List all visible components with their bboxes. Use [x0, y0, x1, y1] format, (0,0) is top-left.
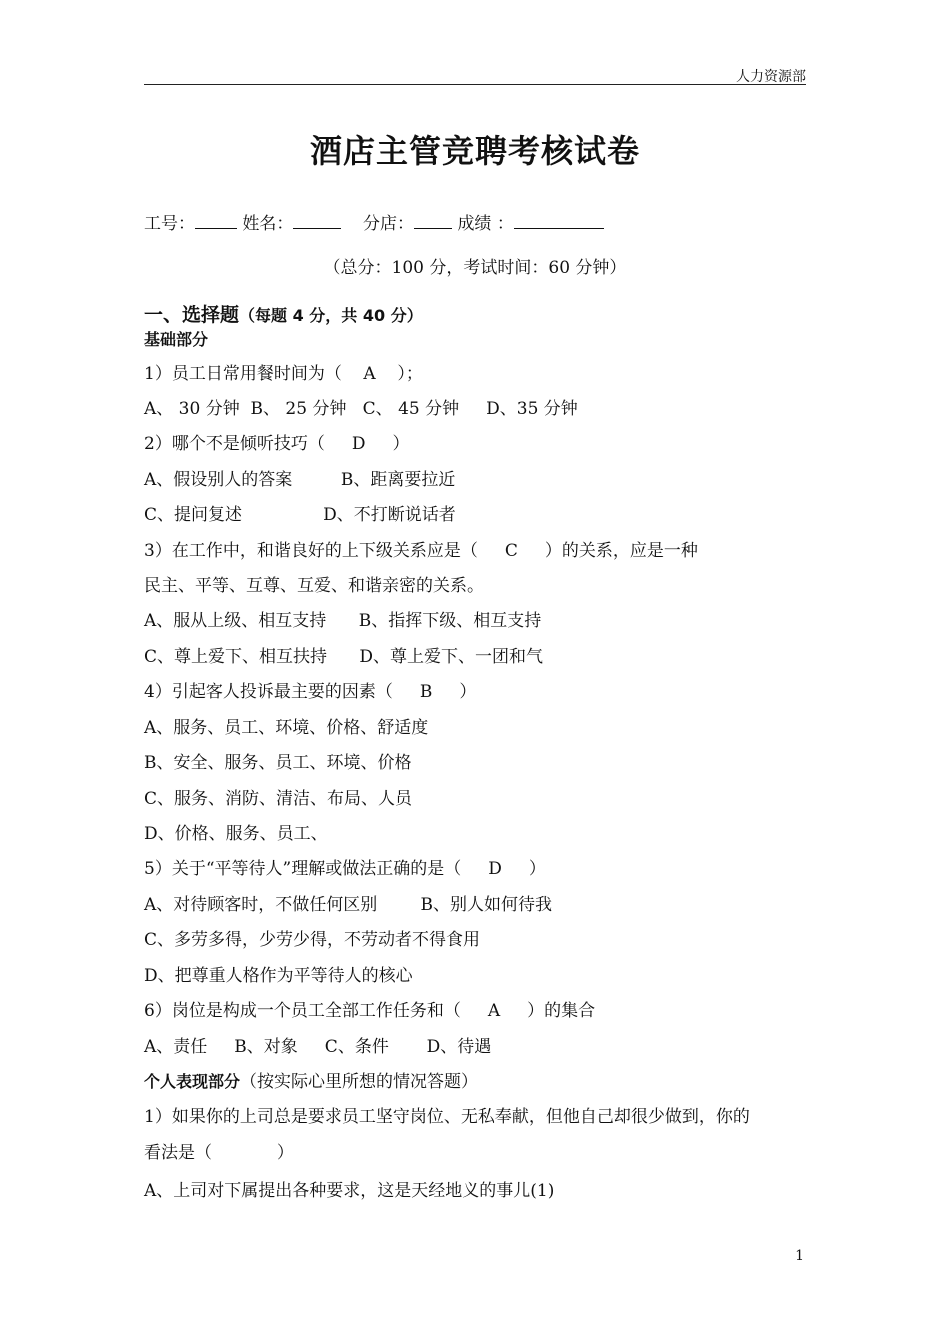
page-number: 1: [795, 1248, 804, 1264]
section1-heading-note: （每题 4 分，共 40 分）: [239, 306, 423, 325]
question-line: C、尊上爱下、相互扶持 D、尊上爱下、一团和气: [144, 647, 544, 667]
header-rule: [144, 84, 806, 85]
question-line: 2）哪个不是倾听技巧（ D ）: [144, 434, 410, 454]
question-line: D、把尊重人格作为平等待人的核心: [144, 966, 413, 986]
exam-note: （总分：100 分，考试时间：60 分钟）: [323, 258, 627, 278]
question-line: A、服务、员工、环境、价格、舒适度: [144, 718, 429, 738]
question-line: C、提问复述 D、不打断说话者: [144, 505, 456, 525]
employee-no-field[interactable]: [195, 210, 237, 229]
question-line: A、 30 分钟 B、 25 分钟 C、 45 分钟 D、35 分钟: [144, 399, 578, 419]
question-line: C、服务、消防、清洁、布局、人员: [144, 789, 413, 809]
personal-q1-option-a: A、上司对下属提出各种要求，这是天经地义的事儿(1): [144, 1181, 555, 1201]
name-label: 姓名：: [242, 214, 294, 234]
question-line: 3）在工作中，和谐良好的上下级关系应是（ C ）的关系，应是一种: [144, 541, 698, 561]
question-line: 5）关于“平等待人”理解或做法正确的是（ D ）: [144, 859, 546, 879]
question-line: 民主、平等、互尊、互爱、和谐亲密的关系。: [144, 576, 484, 596]
question-line: A、责任 B、对象 C、条件 D、待遇: [144, 1037, 492, 1057]
question-line: D、价格、服务、员工、: [144, 824, 328, 844]
employee-no-label: 工号：: [144, 214, 195, 234]
section1-heading: 一、选择题: [144, 304, 240, 326]
branch-label: 分店：: [363, 214, 415, 234]
question-line: 4）引起客人投诉最主要的因素（ B ）: [144, 682, 477, 702]
score-field[interactable]: [514, 210, 604, 229]
question-line: B、安全、服务、员工、环境、价格: [144, 753, 412, 773]
question-line: A、假设别人的答案 B、距离要拉近: [144, 470, 456, 490]
section1-heading-row: [144, 303, 423, 328]
name-field[interactable]: [293, 210, 341, 229]
basic-section-label: 基础部分: [144, 330, 209, 349]
question-line: A、对待顾客时，不做任何区别 B、别人如何待我: [144, 895, 552, 915]
question-line: C、多劳多得，少劳少得，不劳动者不得食用: [144, 930, 481, 950]
personal-q1-line2: 看法是（ ）: [144, 1143, 294, 1163]
personal-q1-line1: 1）如果你的上司总是要求员工坚守岗位、无私奉献，但他自己却很少做到，你的: [144, 1107, 750, 1127]
question-line: A、服从上级、相互支持 B、指挥下级、相互支持: [144, 611, 542, 631]
personal-section-note: （按实际心里所想的情况答题）: [240, 1072, 479, 1092]
score-label: 成绩 ：: [457, 214, 514, 234]
branch-field[interactable]: [414, 210, 452, 229]
info-row: [144, 210, 604, 236]
header-department: 人力资源部: [736, 69, 806, 85]
question-line: 6）岗位是构成一个员工全部工作任务和（ A ）的集合: [144, 1001, 596, 1021]
personal-section-label: 个人表现部分: [144, 1072, 241, 1091]
personal-section-row: [144, 1070, 478, 1094]
question-line: 1）员工日常用餐时间为（ A ）；: [144, 364, 423, 384]
page-title: 酒店主管竞聘考核试卷: [309, 132, 640, 170]
